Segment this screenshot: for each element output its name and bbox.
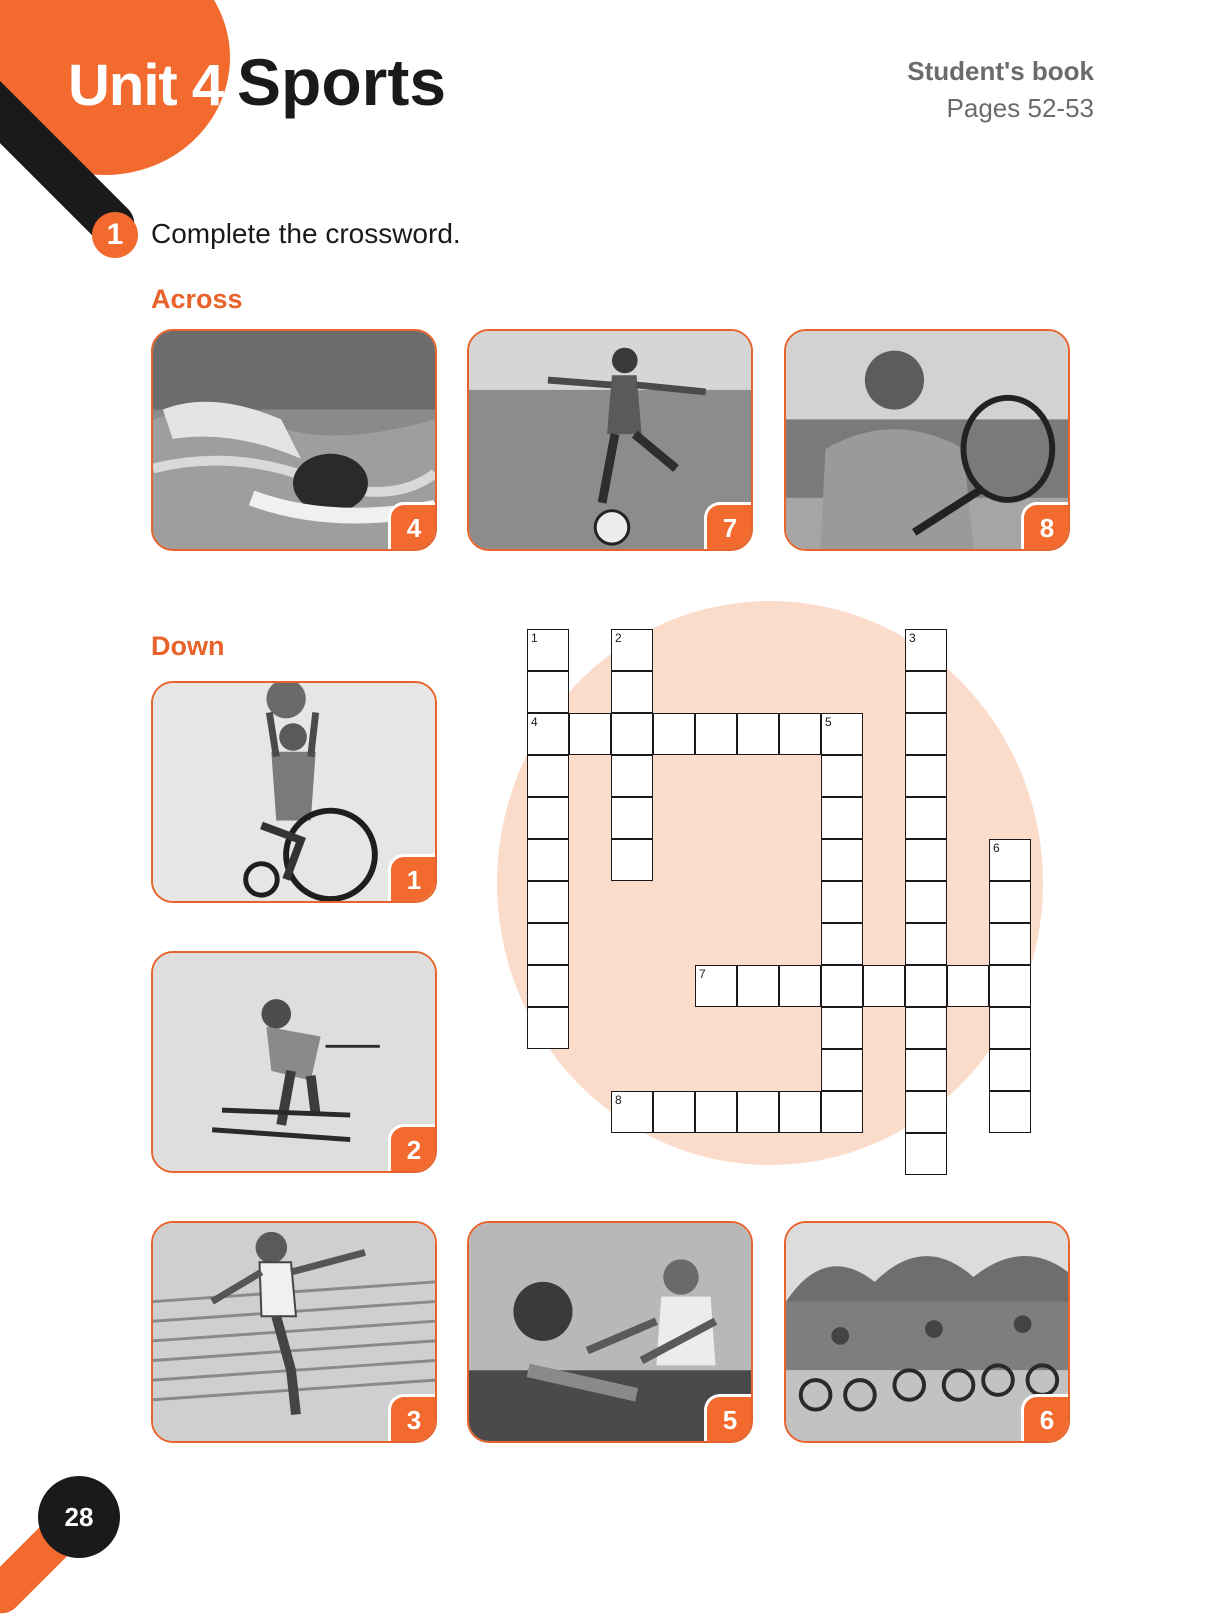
photo-rollerblading bbox=[151, 1221, 437, 1443]
crossword-cell[interactable] bbox=[821, 1091, 863, 1133]
crossword-cell[interactable] bbox=[905, 965, 947, 1007]
crossword-cell[interactable] bbox=[611, 797, 653, 839]
crossword-cell[interactable] bbox=[527, 797, 569, 839]
crossword-cell[interactable] bbox=[779, 965, 821, 1007]
unit-title: Sports bbox=[237, 45, 447, 119]
crossword-cell[interactable] bbox=[821, 755, 863, 797]
crossword-cell[interactable] bbox=[905, 671, 947, 713]
crossword-cell[interactable] bbox=[821, 713, 863, 755]
crossword-cell[interactable] bbox=[611, 755, 653, 797]
crossword-cell[interactable] bbox=[989, 1091, 1031, 1133]
crossword-cell[interactable] bbox=[527, 881, 569, 923]
crossword-cell[interactable] bbox=[695, 713, 737, 755]
crossword-cell[interactable] bbox=[569, 713, 611, 755]
exercise-instruction: Complete the crossword. bbox=[151, 218, 461, 249]
crossword-cell[interactable] bbox=[695, 1091, 737, 1133]
photo-number: 1 bbox=[388, 854, 437, 903]
book-ref-pages: Pages 52-53 bbox=[946, 93, 1094, 123]
crossword-clue-number: 5 bbox=[825, 715, 832, 729]
crossword-cell[interactable] bbox=[611, 713, 653, 755]
crossword-clue-number: 2 bbox=[615, 631, 622, 645]
crossword-cell[interactable] bbox=[863, 965, 905, 1007]
exercise-number: 1 bbox=[92, 212, 138, 258]
crossword-cell[interactable] bbox=[821, 1007, 863, 1049]
crossword-cell[interactable] bbox=[947, 965, 989, 1007]
crossword-cell[interactable] bbox=[737, 965, 779, 1007]
crossword-cell[interactable] bbox=[527, 965, 569, 1007]
crossword-cell[interactable] bbox=[989, 1049, 1031, 1091]
crossword-cell[interactable] bbox=[527, 839, 569, 881]
crossword-cell[interactable] bbox=[989, 1007, 1031, 1049]
photo-number: 8 bbox=[1021, 502, 1070, 551]
crossword-clue-number: 6 bbox=[993, 841, 1000, 855]
crossword-cell[interactable] bbox=[611, 839, 653, 881]
down-label: Down bbox=[151, 631, 225, 661]
photo-number: 2 bbox=[388, 1124, 437, 1173]
photo-number: 4 bbox=[388, 502, 437, 551]
crossword-cell[interactable] bbox=[527, 755, 569, 797]
crossword-cell[interactable] bbox=[527, 671, 569, 713]
crossword-cell[interactable] bbox=[611, 1091, 653, 1133]
crossword-cell[interactable] bbox=[527, 713, 569, 755]
photo-cycling bbox=[784, 1221, 1070, 1443]
crossword-cell[interactable] bbox=[989, 839, 1031, 881]
crossword-cell[interactable] bbox=[905, 755, 947, 797]
crossword-cell[interactable] bbox=[905, 1049, 947, 1091]
crossword-background-circle bbox=[497, 601, 1043, 1165]
crossword-cell[interactable] bbox=[989, 881, 1031, 923]
crossword-cell[interactable] bbox=[821, 797, 863, 839]
crossword-cell[interactable] bbox=[905, 839, 947, 881]
crossword-cell[interactable] bbox=[989, 965, 1031, 1007]
unit-label: Unit 4 bbox=[68, 53, 224, 118]
crossword-cell[interactable] bbox=[905, 881, 947, 923]
crossword-cell[interactable] bbox=[905, 713, 947, 755]
crossword-cell[interactable] bbox=[737, 713, 779, 755]
crossword-cell[interactable] bbox=[737, 1091, 779, 1133]
crossword-clue-number: 7 bbox=[699, 967, 706, 981]
photo-swimming bbox=[151, 329, 437, 551]
crossword-cell[interactable] bbox=[779, 1091, 821, 1133]
crossword-cell[interactable] bbox=[821, 881, 863, 923]
crossword-cell[interactable] bbox=[653, 713, 695, 755]
crossword-cell[interactable] bbox=[695, 965, 737, 1007]
crossword-cell[interactable] bbox=[527, 923, 569, 965]
crossword-cell[interactable] bbox=[821, 839, 863, 881]
book-ref-title: Student's book bbox=[907, 56, 1094, 86]
crossword-cell[interactable] bbox=[779, 713, 821, 755]
crossword-cell[interactable] bbox=[821, 965, 863, 1007]
photo-number: 5 bbox=[704, 1394, 753, 1443]
photo-tennis bbox=[784, 329, 1070, 551]
crossword-cell[interactable] bbox=[527, 1007, 569, 1049]
photo-football bbox=[467, 329, 753, 551]
crossword-cell[interactable] bbox=[905, 629, 947, 671]
photo-wheelchair-basketball bbox=[151, 681, 437, 903]
crossword-cell[interactable] bbox=[821, 1049, 863, 1091]
crossword-cell[interactable] bbox=[611, 671, 653, 713]
book-reference bbox=[907, 56, 1094, 124]
crossword-clue-number: 1 bbox=[531, 631, 538, 645]
photo-number: 3 bbox=[388, 1394, 437, 1443]
crossword-cell[interactable] bbox=[905, 1007, 947, 1049]
photo-skiing bbox=[151, 951, 437, 1173]
crossword-cell[interactable] bbox=[653, 1091, 695, 1133]
crossword-cell[interactable] bbox=[905, 1133, 947, 1175]
crossword-cell[interactable] bbox=[989, 923, 1031, 965]
photo-number: 6 bbox=[1021, 1394, 1070, 1443]
crossword-cell[interactable] bbox=[905, 797, 947, 839]
photo-stretching bbox=[467, 1221, 753, 1443]
photo-number: 7 bbox=[704, 502, 753, 551]
crossword-clue-number: 4 bbox=[531, 715, 538, 729]
crossword-cell[interactable] bbox=[527, 629, 569, 671]
crossword-cell[interactable] bbox=[821, 923, 863, 965]
crossword-cell[interactable] bbox=[905, 923, 947, 965]
page-number: 28 bbox=[38, 1476, 120, 1558]
across-label: Across bbox=[151, 284, 243, 314]
crossword-cell[interactable] bbox=[611, 629, 653, 671]
crossword-cell[interactable] bbox=[905, 1091, 947, 1133]
crossword-clue-number: 3 bbox=[909, 631, 916, 645]
crossword-clue-number: 8 bbox=[615, 1093, 622, 1107]
